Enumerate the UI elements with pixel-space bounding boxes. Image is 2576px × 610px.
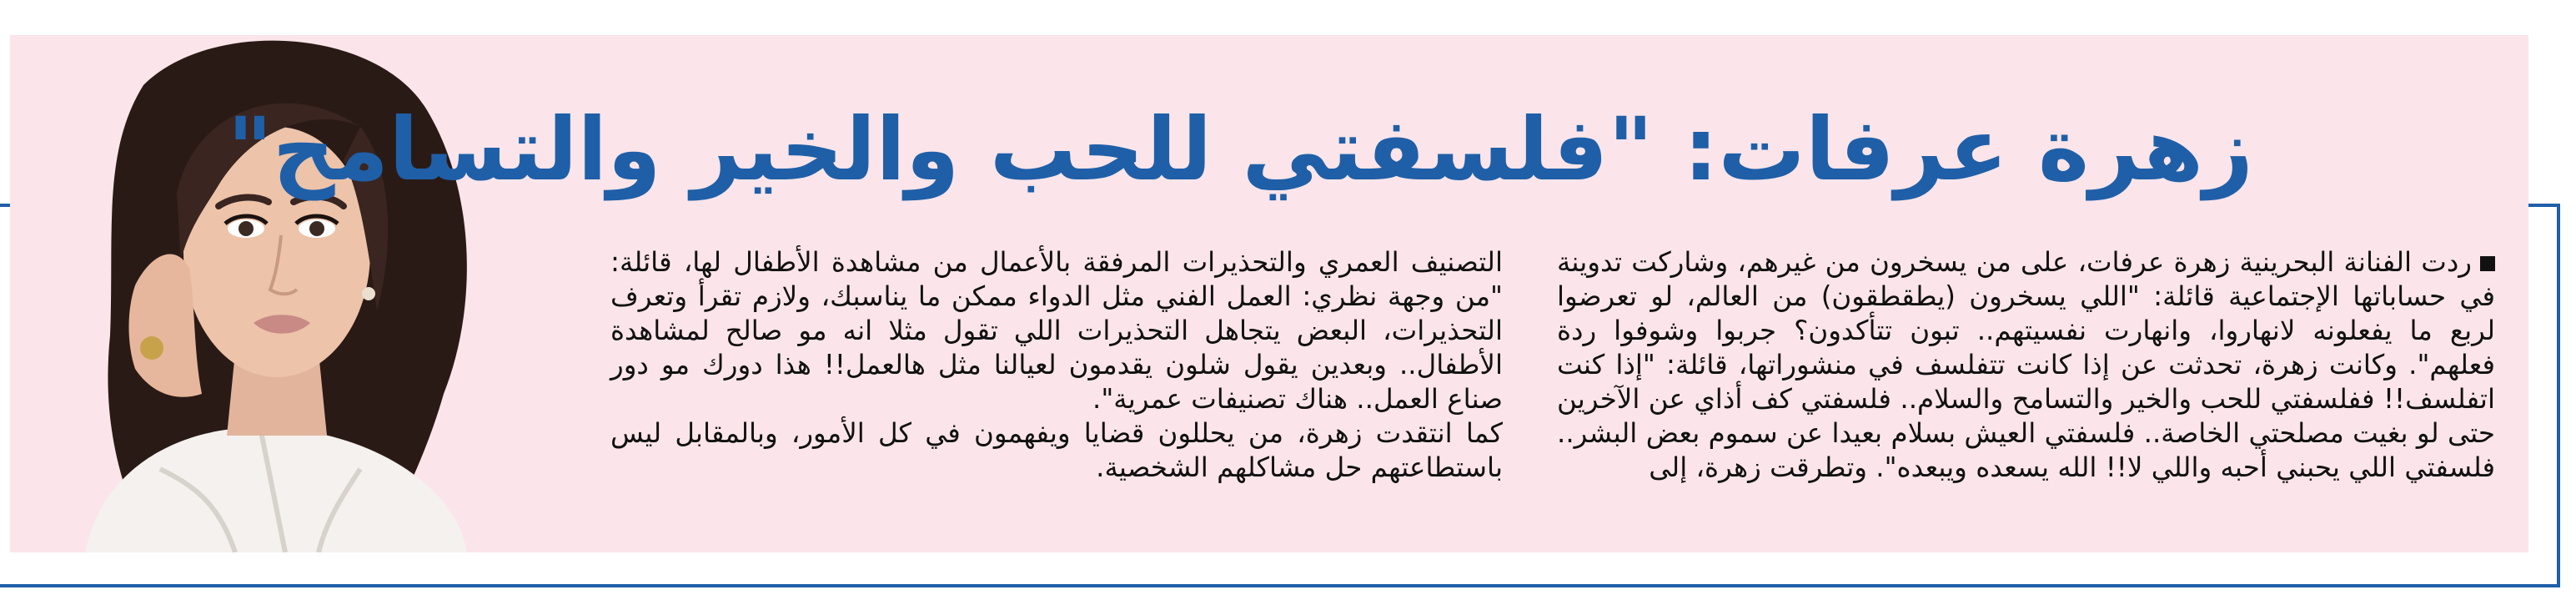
article-column-left: [610, 245, 1503, 546]
column-right-paragraph: [1557, 245, 2495, 485]
column-left-paragraph-2: كما انتقدت زهرة، من يحللون قضايا ويفهمون في كل الأمور، وبالمقابل ليس باستطاعتهم حل مشاكلهم الشخصية.: [610, 417, 1503, 483]
article-column-right: [1557, 245, 2495, 546]
column-right-text: ردت الفنانة البحرينية زهرة عرفات، على من يسخرون من غيرهم، وشاركت تدوينة في حساباتها الإجتماعية قائلة: "اللي يسخرون (يطقطقون) من العالم، لو تعرضوا لربع ما يفعلونه لانهاروا، وانهارت نفسيتهم.. تبون تتأكدون؟ جربوا وشوفوا ردة فعلهم". وكانت زهرة، تحدثت عن إذا كانت تتفلسف في منشوراتها، قائلة: "إذا كنت اتفلسف!! ففلسفتي للحب والخير والتسامح والسلام.. فلسفتي كف أذاي عن الآخرين حتى لو بغيت مصلحتي الخاصة.. فلسفتي العيش بسلام بعيدا عن سموم بعض البشر.. فلسفتي اللي يحبني أحبه واللي لا!! الله يسعده ويبعده". وتطرقت زهرة، إلى: [1557, 246, 2495, 483]
paragraph-marker-square: [2480, 256, 2495, 271]
article-panel: [10, 35, 2528, 552]
frame-rule-bottom: [0, 584, 2560, 587]
article-headline: زهرة عرفات: "فلسفتي للحب والخير والتسامح": [227, 98, 2253, 200]
column-left-paragraph-1: التصنيف العمري والتحذيرات المرفقة بالأعمال من مشاهدة الأطفال لها، قائلة: "من وجهة نظري: العمل الفني مثل الدواء ممكن ما يناسبك، ولازم تقرأ وتعرف التحذيرات، البعض يتجاهل التحذيرات اللي تقول مثلا انه مو صالح لمشاهدة الأطفال.. وبعدين يقول شلون يقدمون لعيالنا مثل هالعمل!! هذا دورك مو دور صناع العمل.. هناك تصنيفات عمرية".: [610, 246, 1503, 415]
frame-rule-right: [2557, 204, 2560, 587]
